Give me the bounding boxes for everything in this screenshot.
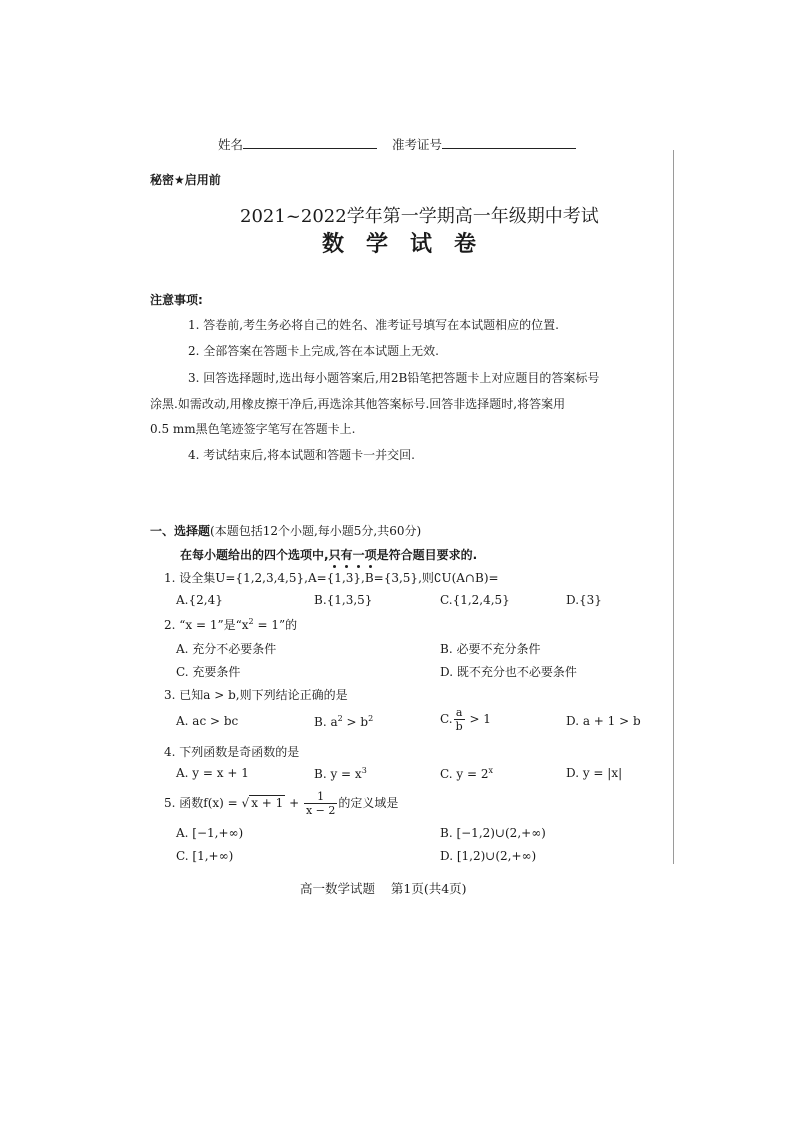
q1-option-a: A.{2,4}	[176, 593, 223, 607]
q5-option-c: C. [1,+∞)	[176, 849, 234, 863]
instruction-emphasis	[329, 548, 377, 562]
subject-title: 数学试卷	[322, 232, 499, 257]
q3-c-den: b	[455, 720, 463, 733]
q5-stem-pre: 5. 函数f(x) =	[164, 796, 242, 810]
q2-sup: 2	[248, 617, 254, 626]
emph-char-4: 项	[364, 548, 377, 562]
section-heading	[150, 522, 421, 539]
q5-stem	[164, 790, 398, 817]
q4-c-pre: C. y = 2	[440, 767, 489, 781]
q5-option-d: D. [1,2)∪(2,+∞)	[440, 849, 537, 863]
name-field	[218, 135, 377, 153]
emph-char-2: 有	[340, 548, 353, 562]
q5-option-a: A. [−1,+∞)	[176, 826, 244, 840]
q2-stem	[164, 616, 297, 633]
q2-option-a: A. 充分不必要条件	[176, 642, 277, 656]
q3-b-sup2: 2	[368, 714, 374, 723]
q5-sqrt-arg: x + 1	[251, 796, 284, 810]
instruction-part-b: 是符合题目要求的.	[376, 548, 478, 562]
q3-stem: 3. 已知a > b,则下列结论正确的是	[164, 688, 348, 702]
q4-b-sup: 3	[361, 766, 367, 775]
q3-c-pre: C.	[440, 712, 453, 726]
q1-option-c: C.{1,2,4,5}	[440, 593, 510, 607]
section-instruction	[180, 546, 477, 563]
name-label: 姓名	[218, 137, 244, 152]
note-item-4: 4. 考试结束后,将本试题和答题卡一并交回.	[188, 448, 415, 462]
instruction-part-a: 在每小题给出的四个选项中,	[180, 548, 329, 562]
q5-plus: +	[285, 796, 303, 810]
page-footer: 高一数学试题 第1页(共4页)	[300, 881, 467, 896]
q3-c-num: a	[454, 706, 465, 720]
q2-option-c: C. 充要条件	[176, 665, 241, 679]
q5-stem-post: 的定义域是	[338, 796, 399, 810]
q3-b-pre: B. a	[314, 715, 338, 729]
q5-frac-num: 1	[304, 790, 337, 804]
note-item-3-cont: 涂黑.如需改动,用橡皮擦干净后,再选涂其他答案标号.回答非选择题时,将答案用	[150, 397, 566, 411]
notes-heading: 注意事项:	[150, 293, 203, 307]
q5-sqrt-sign: √	[241, 796, 250, 810]
q1-option-d: D.{3}	[566, 593, 602, 607]
exam-id-blank	[442, 136, 576, 149]
q3-option-d: D. a + 1 > b	[566, 714, 641, 728]
q4-option-b	[314, 766, 367, 781]
q1-option-b: B.{1,3,5}	[314, 593, 373, 607]
q2-option-b: B. 必要不充分条件	[440, 642, 541, 656]
q5-fraction	[304, 790, 337, 817]
q3-b-sup1: 2	[337, 714, 343, 723]
q4-option-c	[440, 766, 493, 781]
emph-char-3: 一	[352, 548, 365, 562]
margin-rule	[673, 150, 674, 864]
section-title: 一、选择题	[150, 524, 211, 538]
q4-option-d: D. y = |x|	[566, 766, 623, 780]
section-desc: (本题包括12个小题,每小题5分,共60分)	[210, 524, 422, 538]
exam-title: 2021~2022学年第一学期高一年级期中考试	[240, 206, 599, 227]
note-item-2: 2. 全部答案在答题卡上完成,答在本试题上无效.	[188, 344, 439, 358]
q2-stem-b: = 1”的	[253, 618, 298, 632]
q1-stem: 1. 设全集U={1,2,3,4,5},A={1,3},B={3,5},则∁U(A∩B)=	[164, 571, 499, 585]
q3-b-mid: > b	[342, 715, 369, 729]
q5-option-b: B. [−1,2)∪(2,+∞)	[440, 826, 546, 840]
q4-b-pre: B. y = x	[314, 767, 362, 781]
q3-option-b	[314, 714, 373, 729]
note-item-3-cont2: 0.5 mm黑色笔迹签字笔写在答题卡上.	[150, 422, 356, 436]
q3-c-post: > 1	[465, 712, 491, 726]
note-item-3: 3. 回答选择题时,选出每小题答案后,用2B铅笔把答题卡上对应题目的答案标号	[188, 371, 600, 385]
q2-option-d: D. 既不充分也不必要条件	[440, 665, 577, 679]
q2-num: 2.	[164, 618, 176, 632]
note-item-1: 1. 答卷前,考生务必将自己的姓名、准考证号填写在本试题相应的位置.	[188, 318, 559, 332]
exam-id-label: 准考证号	[392, 137, 443, 152]
q3-c-fraction	[454, 706, 465, 733]
q3-option-a: A. ac > bc	[176, 714, 239, 728]
q2-stem-a: “x = 1”是“x	[179, 618, 249, 632]
q3-option-c	[440, 706, 491, 733]
emph-char-1: 只	[328, 548, 341, 562]
q4-c-sup: x	[488, 766, 493, 775]
exam-id-field	[392, 135, 576, 153]
name-blank	[243, 136, 377, 149]
q5-frac-den: x − 2	[305, 804, 336, 817]
secret-label: 秘密★启用前	[150, 173, 221, 187]
q4-option-a: A. y = x + 1	[176, 766, 249, 780]
q4-stem: 4. 下列函数是奇函数的是	[164, 745, 300, 759]
